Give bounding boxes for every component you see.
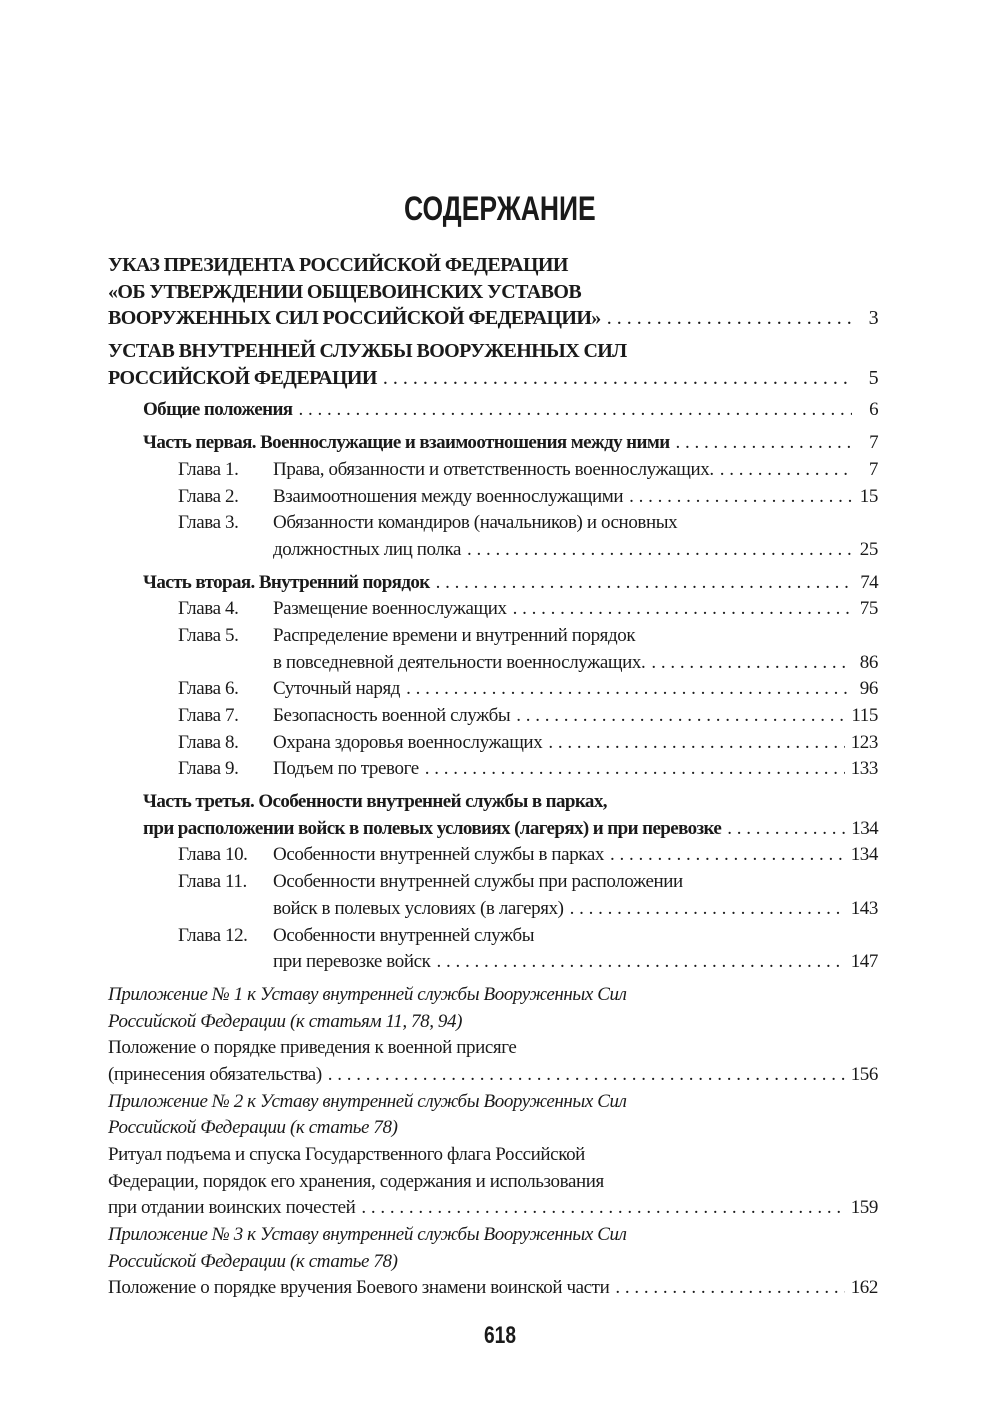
toc-chapter: Глава 5. Распределение времени и внутренний порядок	[178, 624, 636, 646]
dot-leader	[720, 457, 852, 484]
page-ref: 134	[850, 844, 878, 866]
page-ref: 6	[869, 399, 878, 421]
toc-chapter: Глава 7. Безопасность военной службы . . . 115	[108, 703, 878, 730]
page-ref: 123	[850, 731, 878, 753]
dot-leader	[548, 730, 844, 757]
page-ref: 5	[868, 366, 878, 389]
toc-chapter: Глава 1. Права, обязанности и ответственность военнослужащих. . . . 7	[108, 457, 878, 484]
page-ref: 143	[850, 897, 878, 919]
toc-chapter: Глава 8. Охрана здоровья военнослужащих . . . 123	[108, 730, 878, 757]
dot-leader	[361, 1195, 844, 1222]
page-ref: 147	[850, 951, 878, 973]
appendix-heading: Приложение № 2 к Уставу внутренней службы Вооруженных Сил	[108, 1090, 627, 1112]
page-ref: 25	[859, 538, 878, 560]
dot-leader	[651, 650, 852, 677]
page-ref: 156	[850, 1063, 878, 1085]
page-ref: 115	[851, 705, 878, 726]
page-number: 618	[483, 1322, 517, 1349]
toc-chapter: Глава 3. Обязанности командиров (начальников) и основных	[178, 512, 678, 534]
page-ref: 159	[850, 1197, 878, 1219]
page-ref: 3	[868, 307, 878, 330]
dot-leader	[610, 842, 845, 869]
page-ref: 7	[868, 458, 878, 480]
dot-leader	[513, 596, 852, 623]
dot-leader	[676, 430, 852, 457]
page-ref: 15	[859, 485, 878, 507]
toc-chapter: Глава 2. Взаимоотношения между военнослужащими . . . 15	[108, 484, 878, 511]
page-ref: 134	[851, 817, 878, 839]
page-ref: 86	[859, 651, 878, 673]
appendix-heading: Приложение № 3 к Уставу внутренней службы Вооруженных Сил	[108, 1224, 627, 1246]
appendix-entry: Положение о порядке приведения к военной присяге	[108, 1037, 517, 1059]
toc-chapter: Глава 4. Размещение военнослужащих . . . 75	[108, 596, 878, 623]
dot-leader	[607, 305, 852, 332]
toc-entry-general: Общие положения . . . 6	[108, 397, 878, 424]
toc-entry-part2: Часть вторая. Внутренний порядок . . . 74	[108, 570, 878, 597]
toc-chapter: Глава 12. Особенности внутренней службы	[178, 924, 535, 946]
dot-leader	[615, 1275, 844, 1302]
page-ref: 75	[859, 598, 878, 620]
toc-entry-ukaz: УКАЗ ПРЕЗИДЕНТА РОССИЙСКОЙ ФЕДЕРАЦИИ	[108, 254, 568, 276]
toc-entry-ustav: УСТАВ ВНУТРЕННЕЙ СЛУЖБЫ ВООРУЖЕННЫХ СИЛ	[108, 340, 627, 363]
dot-leader	[436, 570, 852, 597]
page-ref: 7	[869, 432, 878, 454]
dot-leader	[436, 949, 844, 976]
table-of-contents: УКАЗ ПРЕЗИДЕНТА РОССИЙСКОЙ ФЕДЕРАЦИИ «ОБ УТВЕРЖДЕНИИ ОБЩЕВОИНСКИХ УСТАВОВ ВООРУЖЕННЫХ СИЛ РОССИЙСКОЙ ФЕДЕРАЦИИ» . . . 3 УСТАВ ВНУТРЕННЕЙ СЛУЖБЫ ВООРУЖЕННЫХ СИЛ РОССИЙСКОЙ ФЕДЕРАЦИИ . . . 5 Общие положения . . . 6 Часть первая. Военнослужащие и взаимоотношения между ними . . . 7 Глава 1. Права, обязанности и ответственность военнослужащих. . . . 7 Глава 2. Взаимоотношения между военнослужащими . . . 15 Глава 3. Обязанности командиров (начальников) и основных должностных лиц полка . . . 25 Часть вторая. Внутренний порядок . . . 74 Глава 4. Размещение военнослужащих . . . 75 Глава 5. Распределение времени и внутренний порядок в повседневной деятельности военнослужащих. . . . 86 Глава 6. Суточный наряд . . . 96 Глава 7. Безопасность военной службы . . . 115 Глава 8. Охрана здоровья военнослужащих . . . 123 Глава 9. Подъем по тревоге . . . 133 Часть третья. Особенности внутренней службы в парках, при расположении войск в полевых условиях (лагерях) и при перевозке . . . 134 Глава 10. Особенности внутренней службы в парках . . . 134 Глава 11. Особенности внутренней службы при расположении войск в полевых условиях (в лагерях) . . . 143 Глава 12. Особенности внутренней службы при перевозке войск . . . 147 Приложение № 1 к Уставу внутренней службы Вооруженных Сил Российской Федерации (к статьям 11, 78, 94) Положение о порядке приведения к военной присяге (принесения обязательства) . . . 156 Приложение № 2 к Уставу внутренней службы Вооруженных Сил Российской Федерации (к статье 78) Ритуал подъема и спуска Государственного флага Российской Федерации, порядок его хранения, содержания и использования при отдании воинских почестей . . . 159 Приложение № 3 к Уставу внутренней службы Вооруженных Сил Российской Федерации (к статье 78) Положение о порядке вручения Боевого знамени воинской части . . . 162	[108, 252, 878, 1302]
page-ref: 74	[860, 571, 878, 593]
dot-leader	[570, 896, 845, 923]
appendix-heading: Приложение № 1 к Уставу внутренней службы Вооруженных Сил	[108, 983, 627, 1005]
toc-chapter: Глава 10. Особенности внутренней службы в парках . . . 134	[108, 842, 878, 869]
dot-leader	[629, 484, 852, 511]
dot-leader	[406, 676, 852, 703]
toc-chapter: Глава 11. Особенности внутренней службы при расположении	[178, 871, 683, 893]
page-ref: 162	[850, 1277, 878, 1299]
dot-leader	[516, 703, 845, 730]
dot-leader	[298, 397, 852, 424]
page-ref: 96	[859, 678, 878, 700]
page-title: СОДЕРЖАНИЕ	[404, 190, 596, 228]
dot-leader	[328, 1062, 845, 1089]
toc-entry-part1: Часть первая. Военнослужащие и взаимоотношения между ними . . . 7	[108, 430, 878, 457]
toc-chapter: Глава 6. Суточный наряд . . . 96	[108, 676, 878, 703]
dot-leader	[727, 816, 845, 843]
dot-leader	[383, 365, 852, 392]
dot-leader	[425, 756, 845, 783]
dot-leader	[467, 537, 852, 564]
toc-entry-part3: Часть третья. Особенности внутренней службы в парках,	[143, 791, 607, 813]
appendix-entry: Положение о порядке вручения Боевого знамени воинской части . . . 162	[108, 1275, 878, 1302]
page-ref: 133	[850, 758, 878, 780]
toc-chapter: Глава 9. Подъем по тревоге . . . 133	[108, 756, 878, 783]
appendix-entry: Ритуал подъема и спуска Государственного флага Российской	[108, 1144, 585, 1165]
